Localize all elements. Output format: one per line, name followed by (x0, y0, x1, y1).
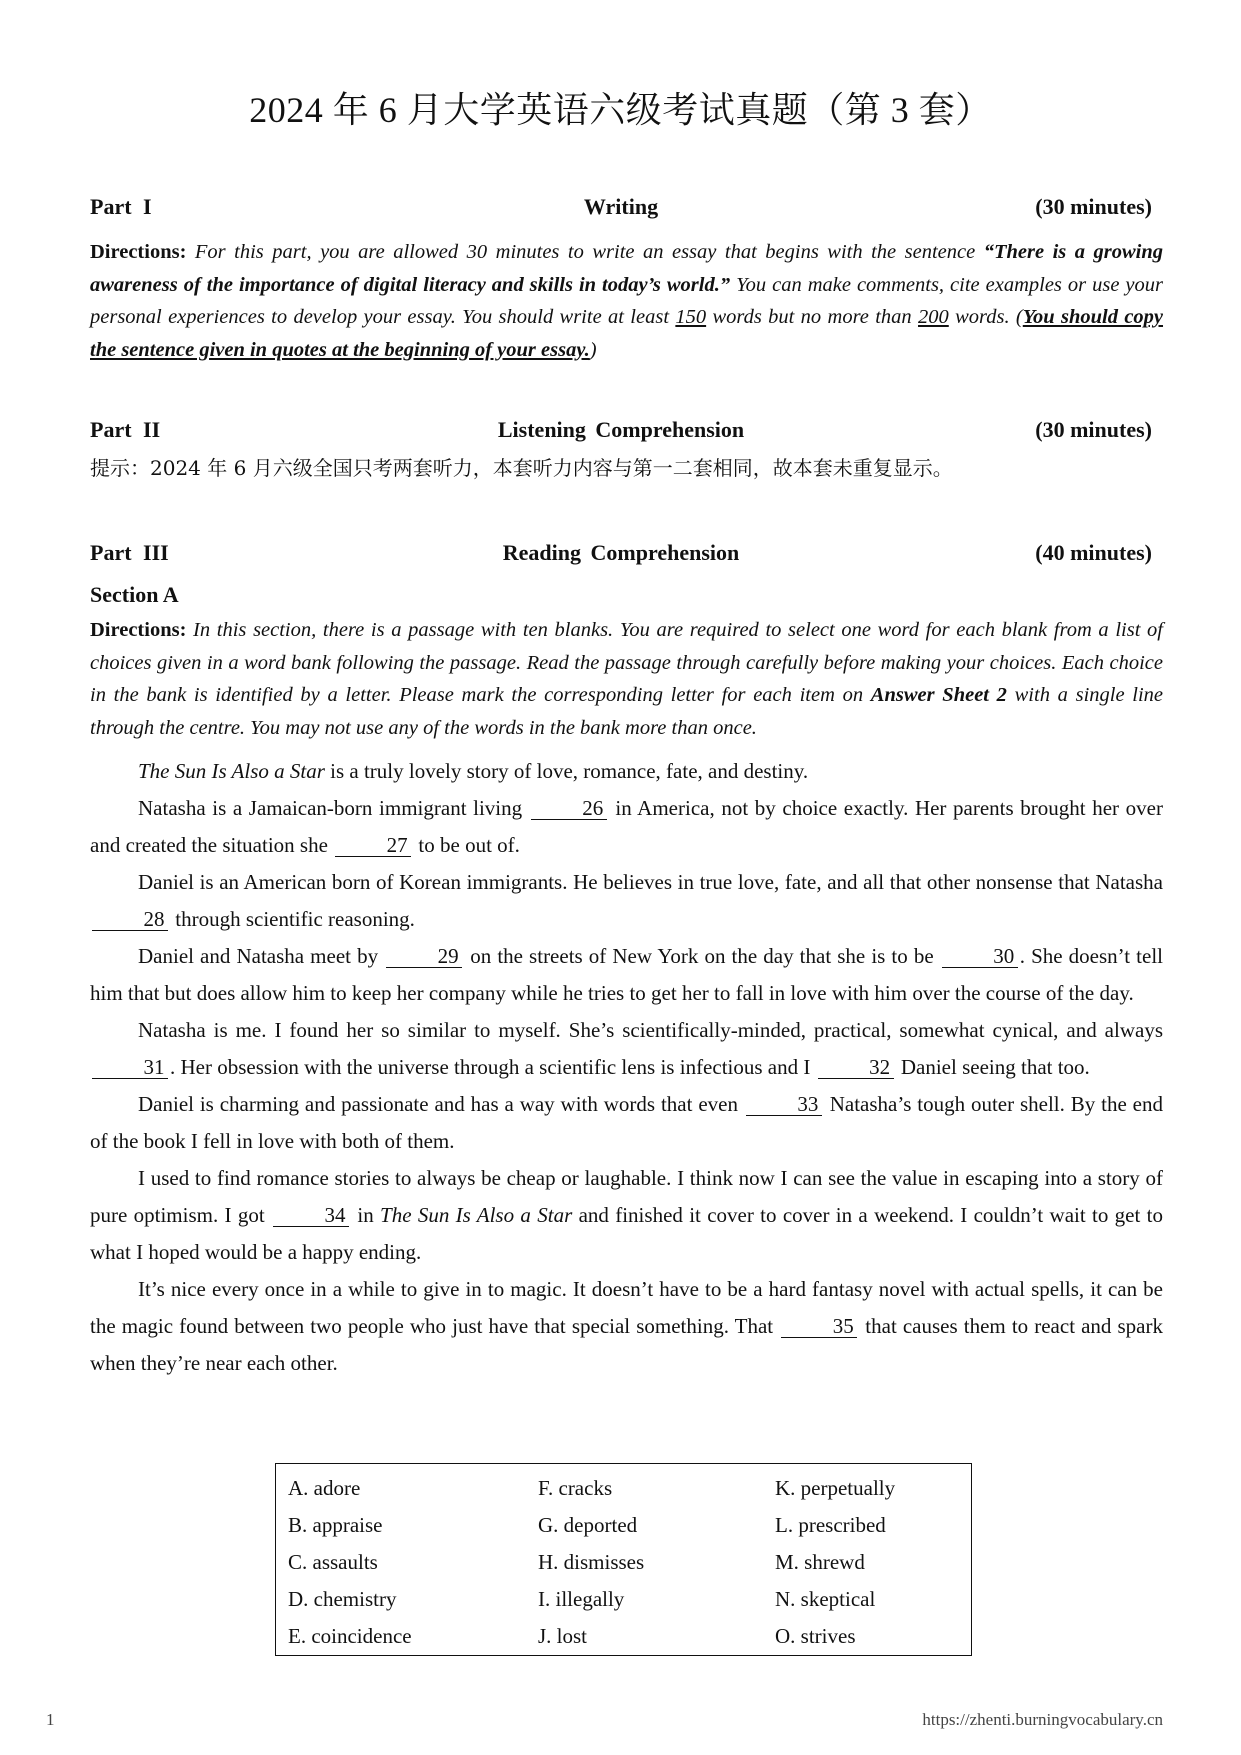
word-option[interactable]: G. deported (538, 1513, 638, 1537)
part1-directions (90, 236, 1163, 366)
directions-text: with a single line through the centre. You may not use any of the words in the bank more than once. (90, 684, 1163, 739)
part2-name: Listening Comprehension (497, 417, 745, 442)
word-option[interactable]: H. dismisses (538, 1550, 645, 1574)
directions-text: You can make comments, cite examples or use your personal experiences to develop your essay. You should write at least (90, 273, 1163, 328)
passage-paragraph (90, 790, 1163, 864)
answer-sheet-label: Answer Sheet 2 (870, 684, 1007, 706)
passage-text: and finished it cover to cover in a weekend. I couldn’t wait to get to what I hoped would be a happy ending. (90, 1203, 1163, 1264)
word-option[interactable]: D. chemistry (288, 1587, 397, 1611)
passage-text: that causes them to react and spark when they’re near each other. (90, 1314, 1163, 1375)
copy-note: You should copy the sentence given in quotes at the beginning of your essay. (90, 306, 1164, 361)
part1-time: (30 minutes) (1035, 194, 1152, 219)
word-option[interactable]: M. shrewd (775, 1550, 865, 1574)
passage-text: Natasha is a Jamaican-born immigrant living (138, 796, 529, 820)
directions-label: Directions: (90, 619, 187, 641)
part2-header (90, 417, 1152, 447)
part3-header (90, 540, 1152, 570)
word-option[interactable]: B. appraise (288, 1513, 383, 1537)
blank-26[interactable]: 26 (531, 797, 607, 820)
passage-text: through scientific reasoning. (170, 907, 415, 931)
word-option[interactable]: O. strives (775, 1624, 856, 1648)
passage-text: It’s nice every once in a while to give in to magic. It doesn’t have to be a hard fantasy novel with actual spells, it can be the magic found between two people who just have that special something. That (90, 1277, 1163, 1338)
passage-paragraph (90, 938, 1163, 1012)
part3-time: (40 minutes) (1035, 540, 1152, 565)
passage-text: is a truly lovely story of love, romance, fate, and destiny. (324, 759, 809, 783)
blank-34[interactable]: 34 (273, 1204, 349, 1227)
passage-text: to be out of. (413, 833, 520, 857)
passage-text: I used to find romance stories to always be cheap or laughable. I think now I can see the value in escaping into a story of pure optimism. I got (90, 1166, 1163, 1227)
passage-text: Daniel is an American born of Korean immigrants. He believes in true love, fate, and all that other nonsense that Natasha (138, 870, 1163, 894)
max-words: 200 (918, 306, 949, 328)
word-option[interactable]: C. assaults (288, 1550, 378, 1574)
word-option[interactable]: L. prescribed (775, 1513, 886, 1537)
listening-note: 提示：2024 年 6 月六级全国只考两套听力，本套听力内容与第一二套相同，故本套未重复显示。 (90, 456, 953, 480)
word-bank-column-2 (538, 1470, 644, 1655)
passage-paragraph (90, 864, 1163, 938)
part1-name: Writing (583, 194, 659, 219)
blank-28[interactable]: 28 (92, 908, 168, 931)
min-words: 150 (675, 306, 707, 328)
part1-label: Part I (90, 194, 152, 219)
blank-35[interactable]: 35 (781, 1315, 857, 1338)
blank-29[interactable]: 29 (386, 945, 462, 968)
book-title: The Sun Is Also a Star (380, 1203, 573, 1227)
word-option[interactable]: F. cracks (538, 1476, 613, 1500)
passage-paragraph (90, 1160, 1163, 1271)
directions-text: In this section, there is a passage with ten blanks. You are required to select one word for each blank from a list of choices given in a word bank following the passage. Read the passage through carefully before making your choices. Each choice in the bank is identified by a letter. Please mark the corresponding letter for each item on (90, 619, 1163, 706)
reading-passage (90, 753, 1163, 1382)
passage-paragraph (90, 1086, 1163, 1160)
passage-text: . Her obsession with the universe through a scientific lens is infectious and I (170, 1055, 816, 1079)
part2-label: Part II (90, 417, 161, 442)
passage-text: on the streets of New York on the day that she is to be (464, 944, 940, 968)
page-title: 2024 年 6 月大学英语六级考试真题（第 3 套） (249, 90, 992, 130)
word-option[interactable]: J. lost (538, 1624, 588, 1648)
word-bank-column-1 (288, 1470, 412, 1655)
passage-text: Natasha is me. I found her so similar to myself. She’s scientifically-minded, practical, somewhat cynical, and always (138, 1018, 1163, 1042)
directions-text: ) (589, 338, 597, 361)
word-option[interactable]: N. skeptical (775, 1587, 876, 1611)
part1-header (90, 194, 1152, 224)
blank-30[interactable]: 30 (942, 945, 1018, 968)
passage-text: Daniel seeing that too. (895, 1055, 1090, 1079)
part3-directions (90, 614, 1163, 744)
passage-text: in (351, 1203, 381, 1227)
passage-text: Daniel and Natasha meet by (138, 944, 385, 968)
blank-32[interactable]: 32 (818, 1056, 894, 1079)
part3-label: Part III (90, 540, 169, 565)
directions-text: words but no more than (706, 306, 919, 328)
word-bank-column-3 (775, 1470, 895, 1655)
directions-text: words. ( (948, 306, 1023, 328)
passage-paragraph (90, 1271, 1163, 1382)
directions-text: For this part, you are allowed 30 minutes to write an essay that begins with the sentence (186, 241, 984, 263)
passage-text: Natasha’s tough outer shell. By the end of the book I fell in love with both of them. (90, 1092, 1163, 1153)
directions-label: Directions: (90, 241, 187, 263)
part3-name: Reading Comprehension (502, 540, 740, 565)
word-option[interactable]: A. adore (288, 1476, 361, 1500)
book-title: The Sun Is Also a Star (138, 759, 325, 783)
passage-text: in America, not by choice exactly. Her parents brought her over and created the situation she (90, 796, 1163, 857)
word-option[interactable]: E. coincidence (288, 1624, 412, 1648)
passage-text: . She doesn’t tell him that but does allow him to keep her company while he tries to get her to fall in love with him over the course of the day. (90, 944, 1163, 1005)
blank-27[interactable]: 27 (335, 834, 411, 857)
footer-url[interactable]: https://zhenti.burningvocabulary.cn (922, 1710, 1163, 1729)
word-option[interactable]: I. illegally (538, 1587, 625, 1611)
passage-paragraph (90, 753, 1163, 790)
page-number: 1 (46, 1710, 55, 1729)
passage-text: Daniel is charming and passionate and has a way with words that even (138, 1092, 744, 1116)
section-a-heading: Section A (90, 582, 179, 607)
word-option[interactable]: K. perpetually (775, 1476, 896, 1500)
passage-paragraph (90, 1012, 1163, 1086)
word-bank (275, 1463, 972, 1656)
essay-prompt-quote: “There is a growing awareness of the importance of digital literacy and skills in today’s world.” (90, 241, 1163, 296)
part2-time: (30 minutes) (1035, 417, 1152, 442)
blank-31[interactable]: 31 (92, 1056, 168, 1079)
blank-33[interactable]: 33 (746, 1093, 822, 1116)
